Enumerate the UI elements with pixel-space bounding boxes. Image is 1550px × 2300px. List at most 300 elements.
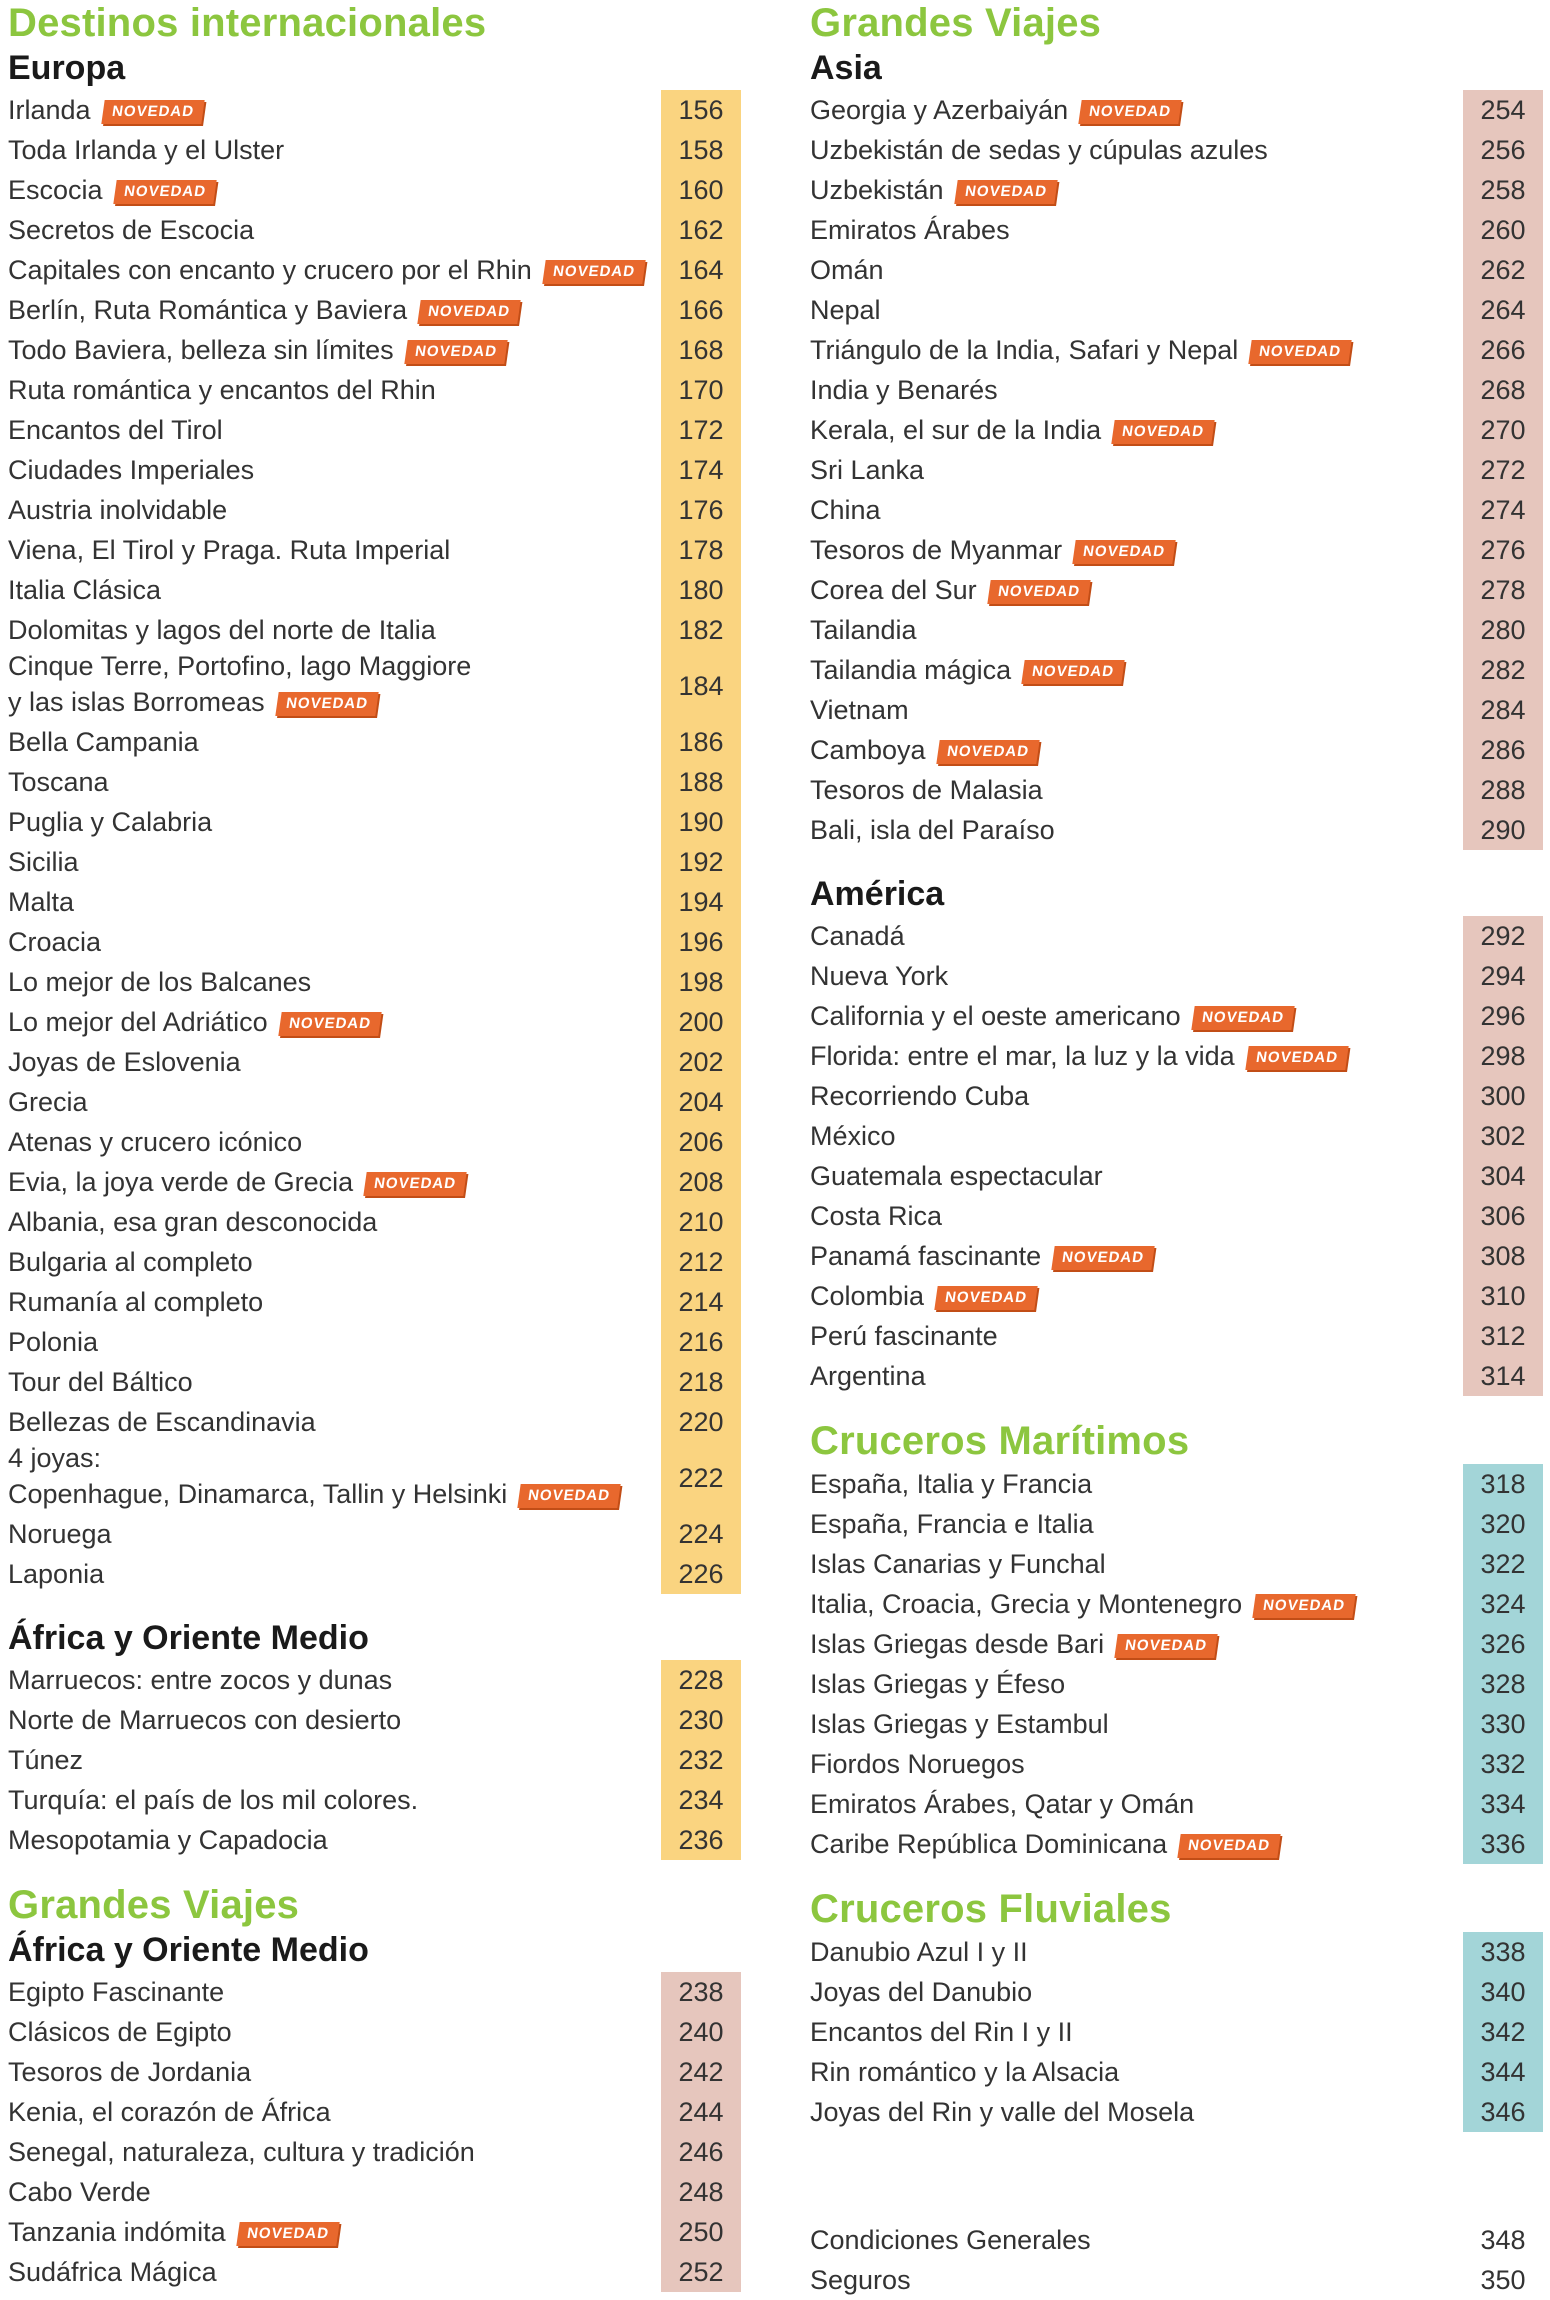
toc-label-text: España, Francia e Italia: [810, 1509, 1094, 1539]
toc-row-irlanda[interactable]: [8, 90, 748, 130]
toc-label: [8, 2012, 232, 2052]
toc-label-text: Fiordos Noruegos: [810, 1749, 1025, 1779]
toc-row-tailandia[interactable]: [810, 610, 1550, 650]
toc-label-text: Laponia: [8, 1559, 105, 1589]
toc-label-text: Italia Clásica: [8, 575, 162, 605]
toc-label-text: California y el oeste americano: [810, 1001, 1181, 1031]
page-number: 338: [1480, 1937, 1526, 1967]
toc-label-text: Turquía: el país de los mil colores.: [8, 1785, 419, 1815]
toc-label-text: Polonia: [8, 1327, 99, 1357]
toc-label: [8, 330, 506, 370]
page-number: 248: [678, 2177, 724, 2207]
toc-label: [8, 2252, 217, 2292]
toc-row-polonia[interactable]: [8, 1322, 748, 1362]
toc-label-text: China: [810, 495, 881, 525]
novedad-badge: NOVEDAD: [101, 100, 204, 124]
toc-label: [8, 490, 227, 530]
toc-label: [810, 2092, 1194, 2132]
page-number: 222: [678, 1463, 724, 1493]
toc-row-emiratos-arabes[interactable]: [810, 210, 1550, 250]
toc-label-text: Norte de Marruecos con desierto: [8, 1705, 402, 1735]
toc-label: [810, 1076, 1029, 1116]
toc-label: [810, 1196, 942, 1236]
toc-label: [810, 410, 1213, 450]
toc-row-argentina[interactable]: [810, 1356, 1550, 1396]
toc-label: [8, 2092, 331, 2132]
toc-row-lo-mejor-del-adriatico[interactable]: [8, 1002, 748, 1042]
toc-row-canada[interactable]: [810, 916, 1550, 956]
toc-row-grecia[interactable]: [8, 1082, 748, 1122]
page-number: 256: [1480, 135, 1526, 165]
toc-label: [8, 1780, 418, 1820]
page-number: 260: [1480, 215, 1526, 245]
toc-row-danubio-azul-i-y-ii[interactable]: [810, 1932, 1550, 1972]
toc-row-india-y-benares[interactable]: [810, 370, 1550, 410]
toc-label: [810, 1236, 1153, 1276]
toc-label: [810, 1356, 926, 1396]
toc-label: [8, 1740, 83, 1780]
toc-label: [8, 1322, 98, 1362]
toc-row-uzbekistan-de-sedas-y-cupulas-azules[interactable]: [810, 130, 1550, 170]
toc-label: [8, 90, 203, 130]
toc-label-text: Camboya: [810, 735, 926, 765]
section-title: Cruceros Marítimos: [810, 1419, 1190, 1463]
toc-row-tour-del-baltico[interactable]: [8, 1362, 748, 1402]
novedad-badge: NOVEDAD: [113, 180, 216, 204]
page-number: 160: [678, 175, 724, 205]
toc-label-text: Encantos del Rin I y II: [810, 2017, 1073, 2047]
toc-row-georgia-y-azerbaiyan[interactable]: [810, 90, 1550, 130]
page-number: 218: [678, 1367, 724, 1397]
page-number: 300: [1480, 1081, 1526, 1111]
toc-label: [8, 762, 109, 802]
toc-label-text: Marruecos: entre zocos y dunas: [8, 1665, 393, 1695]
toc-row-tanzania-indomita[interactable]: [8, 2212, 748, 2252]
page-number: 304: [1480, 1161, 1526, 1191]
toc-label-text: Clásicos de Egipto: [8, 2017, 232, 2047]
rows-africa-gv: [8, 1972, 748, 2292]
toc-label: [810, 1824, 1279, 1864]
toc-row-peru-fascinante[interactable]: [810, 1316, 1550, 1356]
toc-row-italia-clasica[interactable]: [8, 570, 748, 610]
toc-label-text: Bali, isla del Paraíso: [810, 815, 1055, 845]
toc-label-text: Costa Rica: [810, 1201, 943, 1231]
page-number: 252: [678, 2257, 724, 2287]
novedad-badge: NOVEDAD: [1114, 1634, 1217, 1658]
toc-row-malta[interactable]: [8, 882, 748, 922]
page-number: 166: [678, 295, 724, 325]
page-number: 350: [1480, 2265, 1526, 2295]
toc-label-text: España, Italia y Francia: [810, 1469, 1093, 1499]
rows-condiciones: [810, 2220, 1550, 2300]
page-number: 310: [1480, 1281, 1526, 1311]
toc-row-sri-lanka[interactable]: [810, 450, 1550, 490]
toc-row-evia-la-joya-verde-de-grecia[interactable]: [8, 1162, 748, 1202]
toc-label-text: Tour del Báltico: [8, 1367, 193, 1397]
toc-label: [810, 250, 884, 290]
toc-label: [8, 1002, 380, 1042]
toc-label-text: Condiciones Generales: [810, 2225, 1091, 2255]
page-number: 214: [678, 1287, 724, 1317]
toc-label-line2: y las islas Borromeas: [8, 687, 265, 717]
toc-row-joyas-de-eslovenia[interactable]: [8, 1042, 748, 1082]
toc-label: [810, 370, 998, 410]
page-number: 188: [678, 767, 724, 797]
rows-cruceros-maritimos: [810, 1464, 1550, 1864]
toc-label: [810, 1784, 1194, 1824]
toc-label-text: Perú fascinante: [810, 1321, 998, 1351]
toc-row-turquia-el-pais-de-los-mil-colores[interactable]: [8, 1780, 748, 1820]
toc-row-condiciones-generales[interactable]: [810, 2220, 1550, 2260]
toc-label-text: Evia, la joya verde de Grecia: [8, 1167, 354, 1197]
toc-label: [810, 996, 1293, 1036]
toc-label: [810, 490, 881, 530]
toc-label: [810, 1972, 1032, 2012]
toc-row-vietnam[interactable]: [810, 690, 1550, 730]
page-number: 312: [1480, 1321, 1526, 1351]
page-number: 278: [1480, 575, 1526, 605]
novedad-badge: NOVEDAD: [1112, 420, 1215, 444]
toc-label-text: Todo Baviera, belleza sin límites: [8, 335, 394, 365]
toc-row-toscana[interactable]: [8, 762, 748, 802]
toc-label: [810, 2052, 1119, 2092]
toc-row-toda-irlanda-y-el-ulster[interactable]: [8, 130, 748, 170]
toc-row-florida-entre-el-mar-la-luz-y-la-vida[interactable]: [810, 1036, 1550, 1076]
toc-row-fiordos-noruegos[interactable]: [810, 1744, 1550, 1784]
page-number: 298: [1480, 1041, 1526, 1071]
page-number: 226: [678, 1559, 724, 1589]
toc-label-text: Joyas del Rin y valle del Mosela: [810, 2097, 1195, 2127]
toc-row-lo-mejor-de-los-balcanes[interactable]: [8, 962, 748, 1002]
novedad-badge: NOVEDAD: [1178, 1834, 1281, 1858]
toc-row-4-joyas-copenhague-dinamarca-tallin-y-he[interactable]: [8, 1442, 748, 1514]
toc-row-escocia[interactable]: [8, 170, 748, 210]
page-number: 172: [678, 415, 724, 445]
page-number: 158: [678, 135, 724, 165]
toc-label: [810, 130, 1268, 170]
toc-label: [810, 1036, 1347, 1076]
toc-label: [8, 2052, 251, 2092]
toc-label: [810, 610, 917, 650]
toc-label-text: Canadá: [810, 921, 905, 951]
toc-label: [810, 1464, 1092, 1504]
toc-label-text: Cabo Verde: [8, 2177, 151, 2207]
novedad-badge: NOVEDAD: [934, 1286, 1037, 1310]
page-number: 254: [1480, 95, 1526, 125]
page-number: 288: [1480, 775, 1526, 805]
toc-label-text: Austria inolvidable: [8, 495, 228, 525]
toc-label-text: Islas Griegas desde Bari: [810, 1629, 1105, 1659]
toc-label: [810, 1664, 1065, 1704]
page-number: 212: [678, 1247, 724, 1277]
toc-label: [8, 130, 284, 170]
section-title: Destinos internacionales: [8, 1, 487, 45]
toc-row-recorriendo-cuba[interactable]: [810, 1076, 1550, 1116]
toc-label: [810, 916, 905, 956]
toc-row-encantos-del-tirol[interactable]: [8, 410, 748, 450]
page-number: 208: [678, 1167, 724, 1197]
page-number: 182: [678, 615, 724, 645]
toc-label-line1: 4 joyas:: [8, 1443, 102, 1473]
toc-row-bellezas-de-escandinavia[interactable]: [8, 1402, 748, 1442]
toc-label: [8, 1402, 316, 1442]
toc-label-text: Uzbekistán: [810, 175, 944, 205]
toc-label: [810, 210, 1010, 250]
toc-row-sicilia[interactable]: [8, 842, 748, 882]
toc-row-camboya[interactable]: [810, 730, 1550, 770]
toc-label: [8, 250, 644, 290]
toc-label-text: Islas Griegas y Estambul: [810, 1709, 1109, 1739]
toc-label-text: Omán: [810, 255, 884, 285]
toc-row-tesoros-de-jordania[interactable]: [8, 2052, 748, 2092]
toc-row-islas-griegas-desde-bari[interactable]: [810, 1624, 1550, 1664]
rows-europa: [8, 90, 748, 1594]
toc-label-text: Mesopotamia y Capadocia: [8, 1825, 328, 1855]
toc-row-islas-canarias-y-funchal[interactable]: [810, 1544, 1550, 1584]
toc-row-laponia[interactable]: [8, 1554, 748, 1594]
toc-row-oman[interactable]: [810, 250, 1550, 290]
toc-label: [8, 1700, 401, 1740]
toc-label-text: Túnez: [8, 1745, 84, 1775]
page-number: 262: [1480, 255, 1526, 285]
right-column: [810, 0, 1550, 2300]
toc-label-text: Triángulo de la India, Safari y Nepal: [810, 335, 1239, 365]
toc-label: [8, 722, 199, 762]
toc-row-ciudades-imperiales[interactable]: [8, 450, 748, 490]
toc-label: [8, 882, 74, 922]
toc-label: [8, 1440, 101, 1476]
toc-row-seguros[interactable]: [810, 2260, 1550, 2300]
toc-label-text: Capitales con encanto y crucero por el Rhin: [8, 255, 532, 285]
page-number: 240: [678, 2017, 724, 2047]
toc-row-rumania-al-completo[interactable]: [8, 1282, 748, 1322]
toc-label-line2: Copenhague, Dinamarca, Tallin y Helsinki: [8, 1479, 508, 1509]
toc-label: [8, 1514, 112, 1554]
toc-label: [8, 1362, 193, 1402]
toc-label-text: Sri Lanka: [810, 455, 925, 485]
toc-row-atenas-y-crucero-iconico[interactable]: [8, 1122, 748, 1162]
toc-label: [8, 2132, 475, 2172]
toc-row-capitales-con-encanto-y-crucero-por-el-r[interactable]: [8, 250, 748, 290]
toc-row-tesoros-de-myanmar[interactable]: [810, 530, 1550, 570]
page-number: 192: [678, 847, 724, 877]
page-number: 276: [1480, 535, 1526, 565]
toc-row-emiratos-arabes-qatar-y-oman[interactable]: [810, 1784, 1550, 1824]
toc-row-dolomitas-y-lagos-del-norte-de-italia[interactable]: [8, 610, 748, 650]
toc-label: [810, 2260, 911, 2300]
toc-row-encantos-del-rin-i-y-ii[interactable]: [810, 2012, 1550, 2052]
page-number: 242: [678, 2057, 724, 2087]
toc-row-italia-croacia-grecia-y-montenegro[interactable]: [810, 1584, 1550, 1624]
toc-row-senegal-naturaleza-cultura-y-tradicion[interactable]: [8, 2132, 748, 2172]
toc-row-kenia-el-corazon-de-africa[interactable]: [8, 2092, 748, 2132]
toc-row-espana-francia-e-italia[interactable]: [810, 1504, 1550, 1544]
toc-row-austria-inolvidable[interactable]: [8, 490, 748, 530]
page-number: 274: [1480, 495, 1526, 525]
toc-label: [810, 530, 1174, 570]
toc-label-text: Lo mejor de los Balcanes: [8, 967, 312, 997]
toc-label: [8, 842, 79, 882]
toc-row-albania-esa-gran-desconocida[interactable]: [8, 1202, 748, 1242]
page-number: 220: [678, 1407, 724, 1437]
toc-row-uzbekistan[interactable]: [810, 170, 1550, 210]
novedad-badge: NOVEDAD: [1051, 1246, 1154, 1270]
section-cruceros-maritimos: [810, 1418, 1550, 1864]
toc-label-text: Grecia: [8, 1087, 88, 1117]
toc-label-text: Vietnam: [810, 695, 909, 725]
toc-row-tunez[interactable]: [8, 1740, 748, 1780]
novedad-badge: NOVEDAD: [936, 740, 1039, 764]
page-number: 270: [1480, 415, 1526, 445]
toc-row-marruecos-entre-zocos-y-dunas[interactable]: [8, 1660, 748, 1700]
toc-row-tesoros-de-malasia[interactable]: [810, 770, 1550, 810]
toc-label-text: Panamá fascinante: [810, 1241, 1042, 1271]
toc-label-text: Tailandia mágica: [810, 655, 1012, 685]
toc-label: [8, 210, 254, 250]
toc-row-tailandia-magica[interactable]: [810, 650, 1550, 690]
toc-row-clasicos-de-egipto[interactable]: [8, 2012, 748, 2052]
section-title: Grandes Viajes: [810, 1, 1102, 45]
toc-label-text: Florida: entre el mar, la luz y la vida: [810, 1041, 1235, 1071]
toc-row-colombia[interactable]: [810, 1276, 1550, 1316]
toc-label-text: Caribe República Dominicana: [810, 1829, 1168, 1859]
page-number: 258: [1480, 175, 1526, 205]
toc-label-text: Viena, El Tirol y Praga. Ruta Imperial: [8, 535, 451, 565]
toc-label-text: Nepal: [810, 295, 881, 325]
toc-row-cabo-verde[interactable]: [8, 2172, 748, 2212]
page-number: 314: [1480, 1361, 1526, 1391]
toc-row-kerala-el-sur-de-la-india[interactable]: [810, 410, 1550, 450]
toc-row-islas-griegas-y-estambul[interactable]: [810, 1704, 1550, 1744]
toc-row-mexico[interactable]: [810, 1116, 1550, 1156]
section-grandes-viajes-right: [810, 0, 1550, 1396]
page-number: 232: [678, 1745, 724, 1775]
toc-row-triangulo-de-la-india-safari-y-nepal[interactable]: [810, 330, 1550, 370]
toc-row-croacia[interactable]: [8, 922, 748, 962]
toc-row-joyas-del-rin-y-valle-del-mosela[interactable]: [810, 2092, 1550, 2132]
toc-row-costa-rica[interactable]: [810, 1196, 1550, 1236]
toc-label: [8, 1162, 465, 1202]
page-number: 340: [1480, 1977, 1526, 2007]
toc-row-espana-italia-y-francia[interactable]: [810, 1464, 1550, 1504]
toc-label: [810, 1584, 1354, 1624]
toc-row-islas-griegas-y-efeso[interactable]: [810, 1664, 1550, 1704]
toc-row-bali-isla-del-paraiso[interactable]: [810, 810, 1550, 850]
section-destinos-internacionales: [8, 0, 748, 1860]
toc-label-text: Emiratos Árabes, Qatar y Omán: [810, 1789, 1195, 1819]
toc-row-viena-el-tirol-y-praga-ruta-imperial[interactable]: [8, 530, 748, 570]
toc-label: [810, 1932, 1028, 1972]
section-cruceros-fluviales: [810, 1886, 1550, 2132]
page-number: 320: [1480, 1509, 1526, 1539]
toc-row-berlin-ruta-romantica-y-baviera[interactable]: [8, 290, 748, 330]
toc-row-guatemala-espectacular[interactable]: [810, 1156, 1550, 1196]
page-number: 332: [1480, 1749, 1526, 1779]
toc-label-text: Tesoros de Jordania: [8, 2057, 252, 2087]
toc-row-caribe-republica-dominicana[interactable]: [810, 1824, 1550, 1864]
page-number: 250: [678, 2217, 724, 2247]
toc-row-joyas-del-danubio[interactable]: [810, 1972, 1550, 2012]
toc-label-text: Puglia y Calabria: [8, 807, 213, 837]
toc-label: [8, 1122, 302, 1162]
toc-label: [810, 1704, 1109, 1744]
toc-row-puglia-y-calabria[interactable]: [8, 802, 748, 842]
novedad-badge: NOVEDAD: [236, 2222, 339, 2246]
toc-label-cont: [8, 1476, 619, 1512]
group-heading-asia: Asia: [810, 49, 882, 87]
toc-label-text: Secretos de Escocia: [8, 215, 255, 245]
novedad-badge: NOVEDAD: [1021, 660, 1124, 684]
toc-row-panama-fascinante[interactable]: [810, 1236, 1550, 1276]
toc-row-bulgaria-al-completo[interactable]: [8, 1242, 748, 1282]
toc-row-california-y-el-oeste-americano[interactable]: [810, 996, 1550, 1036]
toc-row-noruega[interactable]: [8, 1514, 748, 1554]
toc-row-china[interactable]: [810, 490, 1550, 530]
page-number: 328: [1480, 1669, 1526, 1699]
toc-label: [810, 810, 1055, 850]
page-number: 318: [1480, 1469, 1526, 1499]
toc-label-text: Tailandia: [810, 615, 917, 645]
page-number: 306: [1480, 1201, 1526, 1231]
toc-row-nepal[interactable]: [810, 290, 1550, 330]
toc-label-text: Corea del Sur: [810, 575, 977, 605]
toc-row-ruta-romantica-y-encantos-del-rhin[interactable]: [8, 370, 748, 410]
toc-label: [810, 956, 948, 996]
toc-label-text: Argentina: [810, 1361, 926, 1391]
page-number: 198: [678, 967, 724, 997]
page-number: 272: [1480, 455, 1526, 485]
toc-label-text: Islas Canarias y Funchal: [810, 1549, 1106, 1579]
rows-america: [810, 916, 1550, 1396]
novedad-badge: NOVEDAD: [364, 1172, 467, 1196]
section-title: Cruceros Fluviales: [810, 1887, 1172, 1931]
toc-label: [810, 770, 1043, 810]
page-number: 184: [678, 671, 724, 701]
toc-row-corea-del-sur[interactable]: [810, 570, 1550, 610]
toc-label-text: Albania, esa gran desconocida: [8, 1207, 378, 1237]
page-number: 206: [678, 1127, 724, 1157]
page-number: 348: [1480, 2225, 1526, 2255]
toc-label-text: Tesoros de Malasia: [810, 775, 1043, 805]
toc-label-text: Italia, Croacia, Grecia y Montenegro: [810, 1589, 1243, 1619]
page-number: 322: [1480, 1549, 1526, 1579]
toc-label: [8, 1660, 392, 1700]
toc-row-bella-campania[interactable]: [8, 722, 748, 762]
toc-label-text: Atenas y crucero icónico: [8, 1127, 303, 1157]
toc-label-text: Bulgaria al completo: [8, 1247, 253, 1277]
toc-row-mesopotamia-y-capadocia[interactable]: [8, 1820, 748, 1860]
toc-row-cinque-terre-portofino-lago-maggiore-y-l[interactable]: [8, 650, 748, 722]
toc-label-text: Danubio Azul I y II: [810, 1937, 1028, 1967]
toc-row-nueva-york[interactable]: [810, 956, 1550, 996]
toc-row-sudafrica-magica[interactable]: [8, 2252, 748, 2292]
toc-label-text: Irlanda: [8, 95, 91, 125]
toc-row-todo-baviera-belleza-sin-limites[interactable]: [8, 330, 748, 370]
toc-label: [810, 330, 1350, 370]
toc-row-egipto-fascinante[interactable]: [8, 1972, 748, 2012]
toc-row-norte-de-marruecos-con-desierto[interactable]: [8, 1700, 748, 1740]
toc-label: [810, 1744, 1025, 1784]
page-number: 344: [1480, 2057, 1526, 2087]
toc-label: [810, 730, 1038, 770]
toc-row-rin-romantico-y-la-alsacia[interactable]: [810, 2052, 1550, 2092]
toc-label: [810, 2220, 1091, 2260]
page-number: 156: [678, 95, 724, 125]
toc-label-text: Ciudades Imperiales: [8, 455, 255, 485]
toc-label: [8, 922, 101, 962]
page-number: 294: [1480, 961, 1526, 991]
toc-row-secretos-de-escocia[interactable]: [8, 210, 748, 250]
